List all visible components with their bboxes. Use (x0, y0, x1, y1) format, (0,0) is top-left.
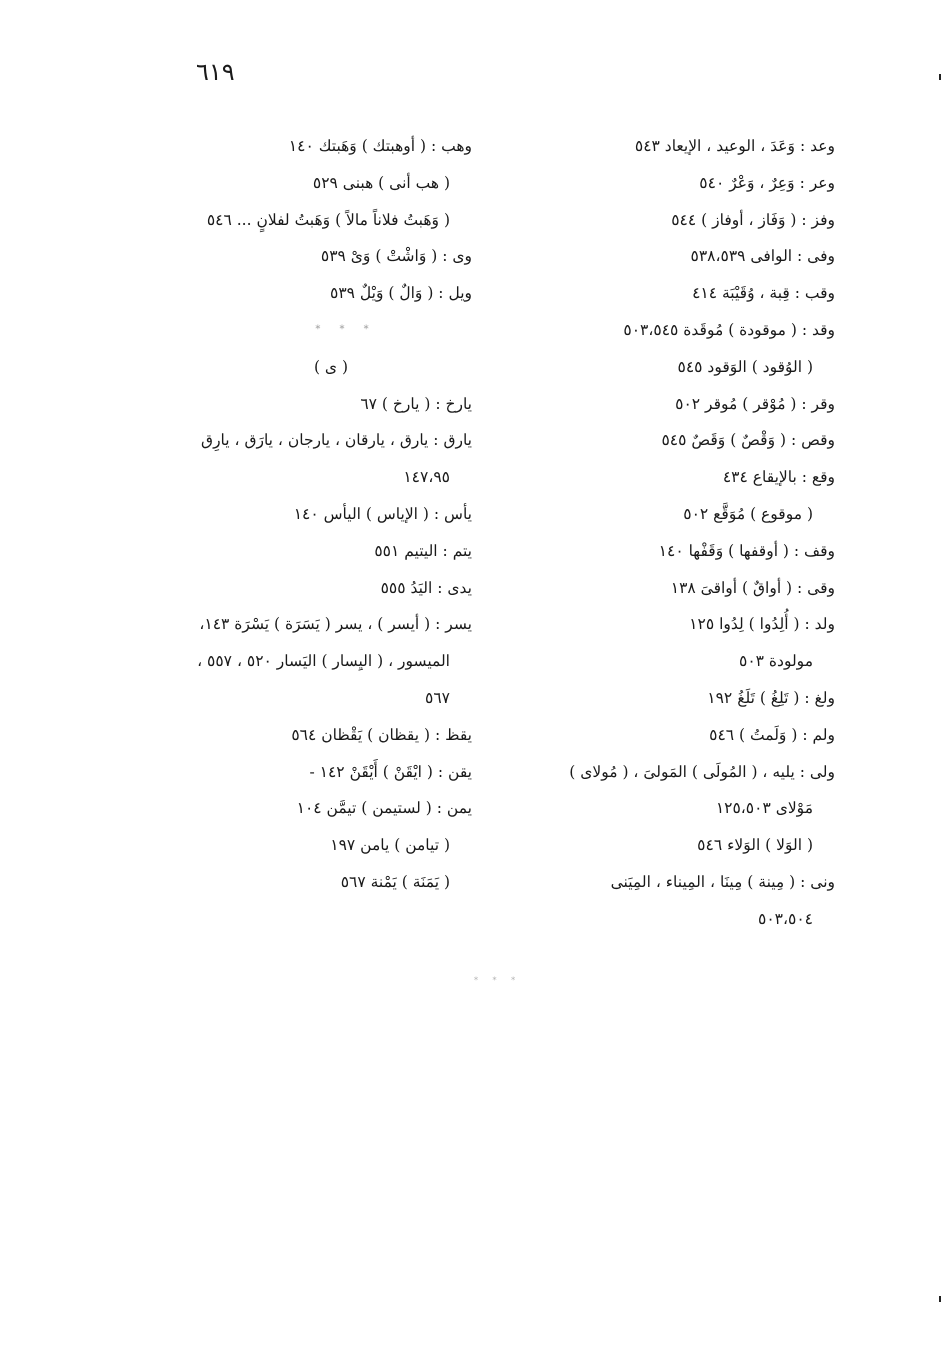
index-column-right (505, 128, 835, 938)
index-entry: وقص : ( وَقْصٌ ) وَقَصٌ ٥٤٥ (661, 431, 835, 450)
index-entry: يمن : ( لستيمن ) تيمَّن ١٠٤ (296, 799, 472, 818)
index-entry: يدى : اليَدُ ٥٥٥ (380, 578, 472, 597)
index-entry: ولى : يليه ، ( المُولَى ) المَولىَ ، ( مُولاى ) (569, 762, 835, 781)
scan-edge-mark (939, 74, 941, 80)
index-column-left (160, 128, 472, 901)
index-entry: وى : ( وَاشْتْ ) وَىْ ٥٣٩ (320, 247, 472, 266)
index-entry: ونى : ( مِينة ) مِينَا ، المِيناء ، المِيَنى (610, 872, 835, 891)
index-entry: يسر : ( أيسر ) ، يسر ( يَسَرَة ) يَسْرَة ١٤٣، (199, 615, 472, 634)
page-number: ٦١٩ (196, 58, 235, 86)
index-entry: يارخ : ( يارخ ) ٦٧ (360, 394, 472, 413)
index-entry: وقع : بالإيقاع ٤٣٤ (722, 468, 835, 487)
index-entry: ولم : ( وَلَمتُ ) ٥٤٦ (709, 725, 835, 744)
index-subentry: ( يَمَنَة ) يَمْنة ٥٦٧ (340, 872, 450, 891)
index-subentry: ( الوَلا ) الوَلاء ٥٤٦ (697, 836, 813, 855)
end-ornament: * * * (474, 976, 522, 985)
index-entry: يارق : يارق ، يارقان ، يارجان ، يارَق ، يارِق (201, 431, 472, 450)
index-entry: ولغ : ( تَلِغُ ) تَلَغُ ١٩٢ (707, 688, 835, 707)
index-entry: وقف : ( أوقفها ) وَقَفْها ١٤٠ (658, 541, 835, 560)
index-entry: وهب : ( أوهبتك ) وَهَبتك ١٤٠ (288, 137, 472, 155)
index-entry: يأس : ( الإياس ) اليأس ١٤٠ (293, 504, 472, 523)
index-entry: وفز : ( وَفَاز ، أوفاز ) ٥٤٤ (671, 210, 835, 229)
index-entry: يتم : اليتيم ٥٥١ (374, 541, 472, 560)
section-heading: ( ى ) (313, 357, 349, 376)
index-entry: وقى : ( أواقٌ ) أواقىَ ١٣٨ (670, 578, 835, 597)
index-entry: ويل : ( وَالٌ ) وَيْلٌ ٥٣٩ (330, 284, 472, 303)
index-entry: وعر : وَعِرٌ ، وَعْرٌ ٥٤٠ (699, 173, 835, 192)
index-subentry: ( الوُقود ) الوَقود ٥٤٥ (677, 357, 813, 376)
scan-edge-mark (939, 1296, 941, 1302)
section-separator: * * * (315, 323, 377, 335)
index-entry: وقب : قِبة ، وُقَيْبَة ٤١٤ (692, 284, 835, 303)
index-subentry: ( وَهَبتُ فلاناً مالاً ) وَهَبتُ لفلانٍ ... ٥٤٦ (206, 210, 450, 229)
index-entry: وعد : وَعَدَ ، الوعيد ، الإيعاد ٥٤٣ (634, 137, 835, 155)
index-continuation: الميسور ، ( اليِسار ) اليَسار ٥٢٠ ، ٥٥٧ ، (197, 652, 450, 671)
index-entry: يقن : ( ايْقَنْ ) أَيْقَنْ ١٤٢ - (309, 762, 472, 781)
index-subentry: ( موقوع ) مُوَقَّع ٥٠٢ (683, 504, 813, 523)
index-continuation: ٥٠٣،٥٠٤ (758, 909, 813, 928)
index-entry: ولد : ( أُلِدُوا ) لِدُوا ١٢٥ (689, 615, 835, 634)
index-entry: يقظ : ( يقظان ) يَقْظان ٥٦٤ (291, 725, 472, 744)
index-subentry: ( هب أنى ) هبنى ٥٢٩ (312, 173, 450, 192)
index-subentry: ( تيامن ) يامن ١٩٧ (330, 836, 450, 855)
index-entry: وقد : ( موقودة ) مُوقَدة ٥٠٣،٥٤٥ (623, 320, 835, 339)
index-entry: وقر : ( مُوْقر ) مُوقر ٥٠٢ (675, 394, 835, 413)
index-continuation: مَوْلاى ١٢٥،٥٠٣ (715, 799, 813, 818)
index-continuation: ٥٦٧ (425, 688, 450, 707)
index-entry: وفى : الوافى ٥٣٨،٥٣٩ (690, 247, 835, 266)
index-continuation: ١٤٧،٩٥ (403, 468, 450, 487)
index-continuation: مولودة ٥٠٣ (739, 652, 813, 671)
